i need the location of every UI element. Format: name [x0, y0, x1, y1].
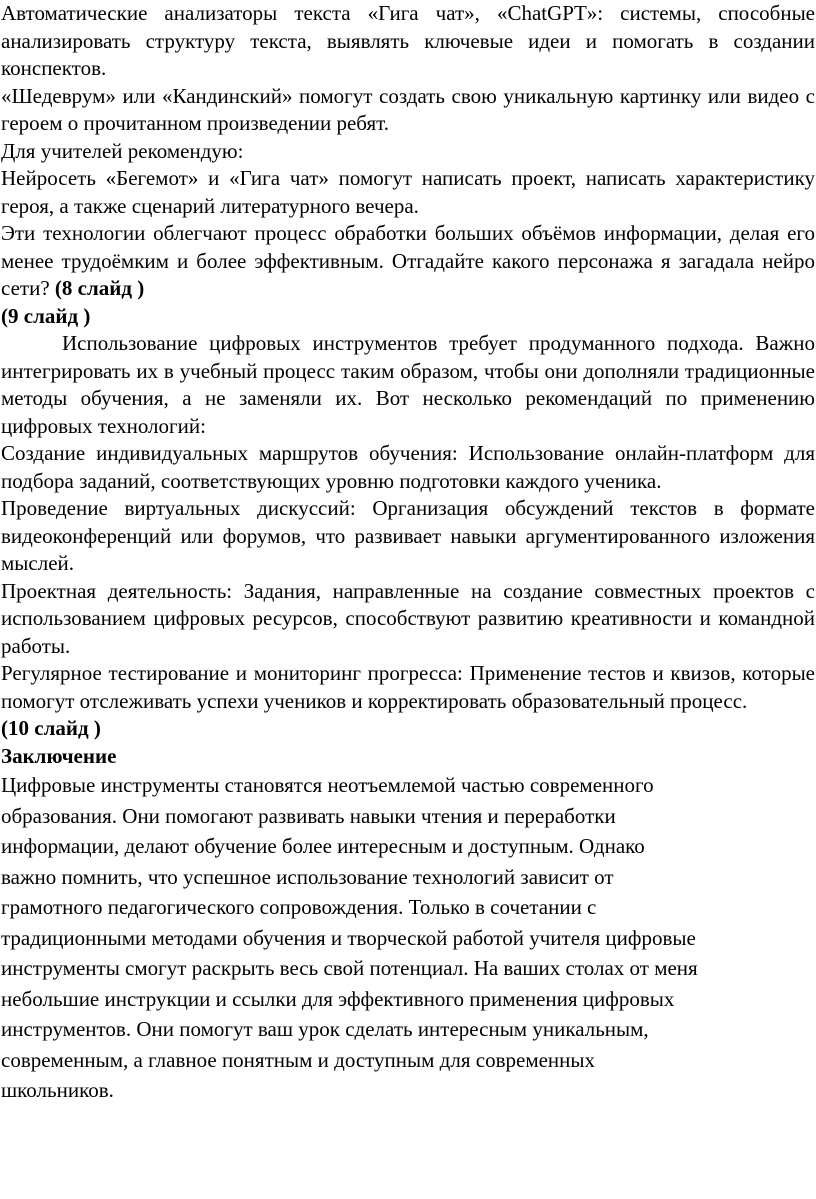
conclusion-line: образования. Они помогают развивать навыки чтения и переработки [1, 803, 616, 828]
conclusion-line: школьников. [1, 1078, 114, 1102]
paragraph-virtual-discussions: Проведение виртуальных дискуссий: Организация обсуждений текстов в формате видеоконференций или форумов, что развивает навыки аргументированного изложения мыслей. [1, 496, 815, 575]
paragraph-neural-networks: Нейросеть «Бегемот» и «Гига чат» помогут написать проект, написать характеристику героя, а также сценарий литературного вечера. [1, 166, 815, 218]
conclusion-line: инструментов. Они помогут ваш урок сделать интересным уникальным, [1, 1017, 649, 1041]
conclusion-line: небольшие инструкции и ссылки для эффективного применения цифровых [1, 986, 675, 1011]
paragraph-digital-tools-approach: Использование цифровых инструментов требует продуманного подхода. Важно интегрировать их в учебный процесс таким образом, чтобы они дополняли традиционные методы обучения, а не заменяли их. Вот несколько рекомендаций по применению цифровых технологий: [1, 331, 815, 438]
conclusion-line: грамотного педагогического сопровождения. Только в сочетании с [1, 895, 597, 919]
paragraph-individual-routes: Создание индивидуальных маршрутов обучения: Использование онлайн-платформ для подбора заданий, соответствующих уровню подготовки каждого ученика. [1, 441, 815, 493]
paragraph-project-activity: Проектная деятельность: Задания, направленные на создание совместных проектов с использованием цифровых ресурсов, способствуют развитию креативности и командной работы. [1, 578, 815, 658]
slide-10-marker: (10 слайд ) [1, 716, 101, 740]
conclusion-line: современным, а главное понятным и доступным для современных [1, 1047, 596, 1072]
conclusion-line: важно помнить, что успешное использование технологий зависит от [1, 864, 614, 889]
conclusion-line: инструменты смогут раскрыть весь свой потенциал. На ваших столах от меня [1, 956, 698, 980]
paragraph-text-analyzers: Автоматические анализаторы текста «Гига чат», «ChatGPT»: системы, способные анализировать структуру текста, выявлять ключевые идеи и помогать в создании конспектов. [1, 1, 815, 80]
paragraph-image-generators: «Шедеврум» или «Кандинский» помогут создать свою уникальную картинку или видео с героем о прочитанном произведении ребят. [1, 83, 815, 135]
conclusion-heading: Заключение [1, 743, 117, 768]
slide-9-marker: (9 слайд ) [1, 303, 91, 328]
conclusion-line: информации, делают обучение более интересным и доступным. Однако [1, 834, 645, 858]
slide-8-marker: (8 слайд ) [54, 276, 145, 300]
paragraph-for-teachers: Для учителей рекомендую: [1, 138, 244, 163]
conclusion-line: Цифровые инструменты становятся неотъемлемой частью современного [1, 773, 654, 797]
paragraph-technologies-text: Эти технологии облегчают процесс обработки больших объёмов информации, делая его менее трудоёмким и более эффективным. Отгадайте какого персонажа я загадала нейро сети? [1, 221, 815, 300]
conclusion-line: традиционными методами обучения и творческой работой учителя цифровые [1, 925, 696, 950]
paragraph-technologies [1, 220, 815, 303]
conclusion-body [1, 770, 815, 1106]
paragraph-regular-testing: Регулярное тестирование и мониторинг прогресса: Применение тестов и квизов, которые помогут отслеживать успехи учеников и корректировать образовательный процесс. [1, 661, 815, 713]
